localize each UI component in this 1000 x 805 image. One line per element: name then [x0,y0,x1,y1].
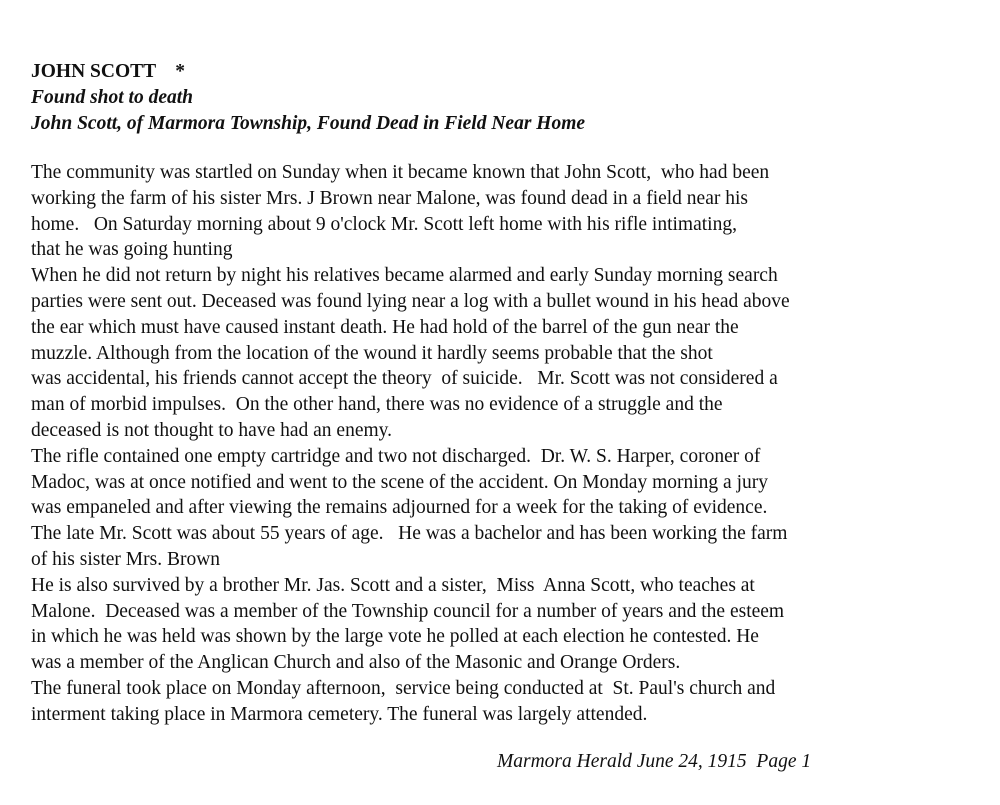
article-line: The late Mr. Scott was about 55 years of age. He was a bachelor and has been working the farm [31,523,788,545]
article-line: the ear which must have caused instant death. He had hold of the barrel of the gun near the [31,316,739,338]
article-line: Madoc, was at once notified and went to the scene of the accident. On Monday morning a jury [31,471,768,493]
article-headline: John Scott, of Marmora Township, Found Dead in Field Near Home [31,113,586,134]
article-heading [31,59,585,137]
article-line: man of morbid impulses. On the other hand, there was no evidence of a struggle and the [31,394,723,416]
article-line: Malone. Deceased was a member of the Township council for a number of years and the esteem [31,600,785,622]
article-name: JOHN SCOTT * [31,61,186,82]
article-line: parties were sent out. Deceased was found lying near a log with a bullet wound in his head above [31,290,790,312]
article-line: was a member of the Anglican Church and also of the Masonic and Orange Orders. [31,652,681,674]
article-line: interment taking place in Marmora cemetery. The funeral was largely attended. [31,703,648,725]
article-line: in which he was held was shown by the large vote he polled at each election he contested. He [31,626,759,648]
article-line: deceased is not thought to have had an enemy. [31,419,392,441]
article-line: muzzle. Although from the location of the wound it hardly seems probable that the shot [31,342,713,364]
article-line: working the farm of his sister Mrs. J Brown near Malone, was found dead in a field near his [31,187,748,209]
article-line: of his sister Mrs. Brown [31,548,221,570]
source-citation: Marmora Herald June 24, 1915 Page 1 [497,751,812,772]
article-line: When he did not return by night his relatives became alarmed and early Sunday morning search [31,265,778,287]
article-line: The funeral took place on Monday afternoon, service being conducted at St. Paul's church and [31,677,776,699]
article-body [31,160,991,728]
article-line: was accidental, his friends cannot accept the theory of suicide. Mr. Scott was not considered a [31,368,778,390]
article-line: The community was startled on Sunday when it became known that John Scott, who had been [31,162,770,183]
article-line: home. On Saturday morning about 9 o'clock Mr. Scott left home with his rifle intimating, [31,213,737,235]
article-subtitle: Found shot to death [31,87,194,108]
article-line: He is also survived by a brother Mr. Jas. Scott and a sister, Miss Anna Scott, who teaches at [31,574,755,596]
article-line: was empaneled and after viewing the remains adjourned for a week for the taking of evidence. [31,497,768,519]
article-line: that he was going hunting [31,239,233,261]
article-line: The rifle contained one empty cartridge and two not discharged. Dr. W. S. Harper, coroner of [31,445,761,467]
